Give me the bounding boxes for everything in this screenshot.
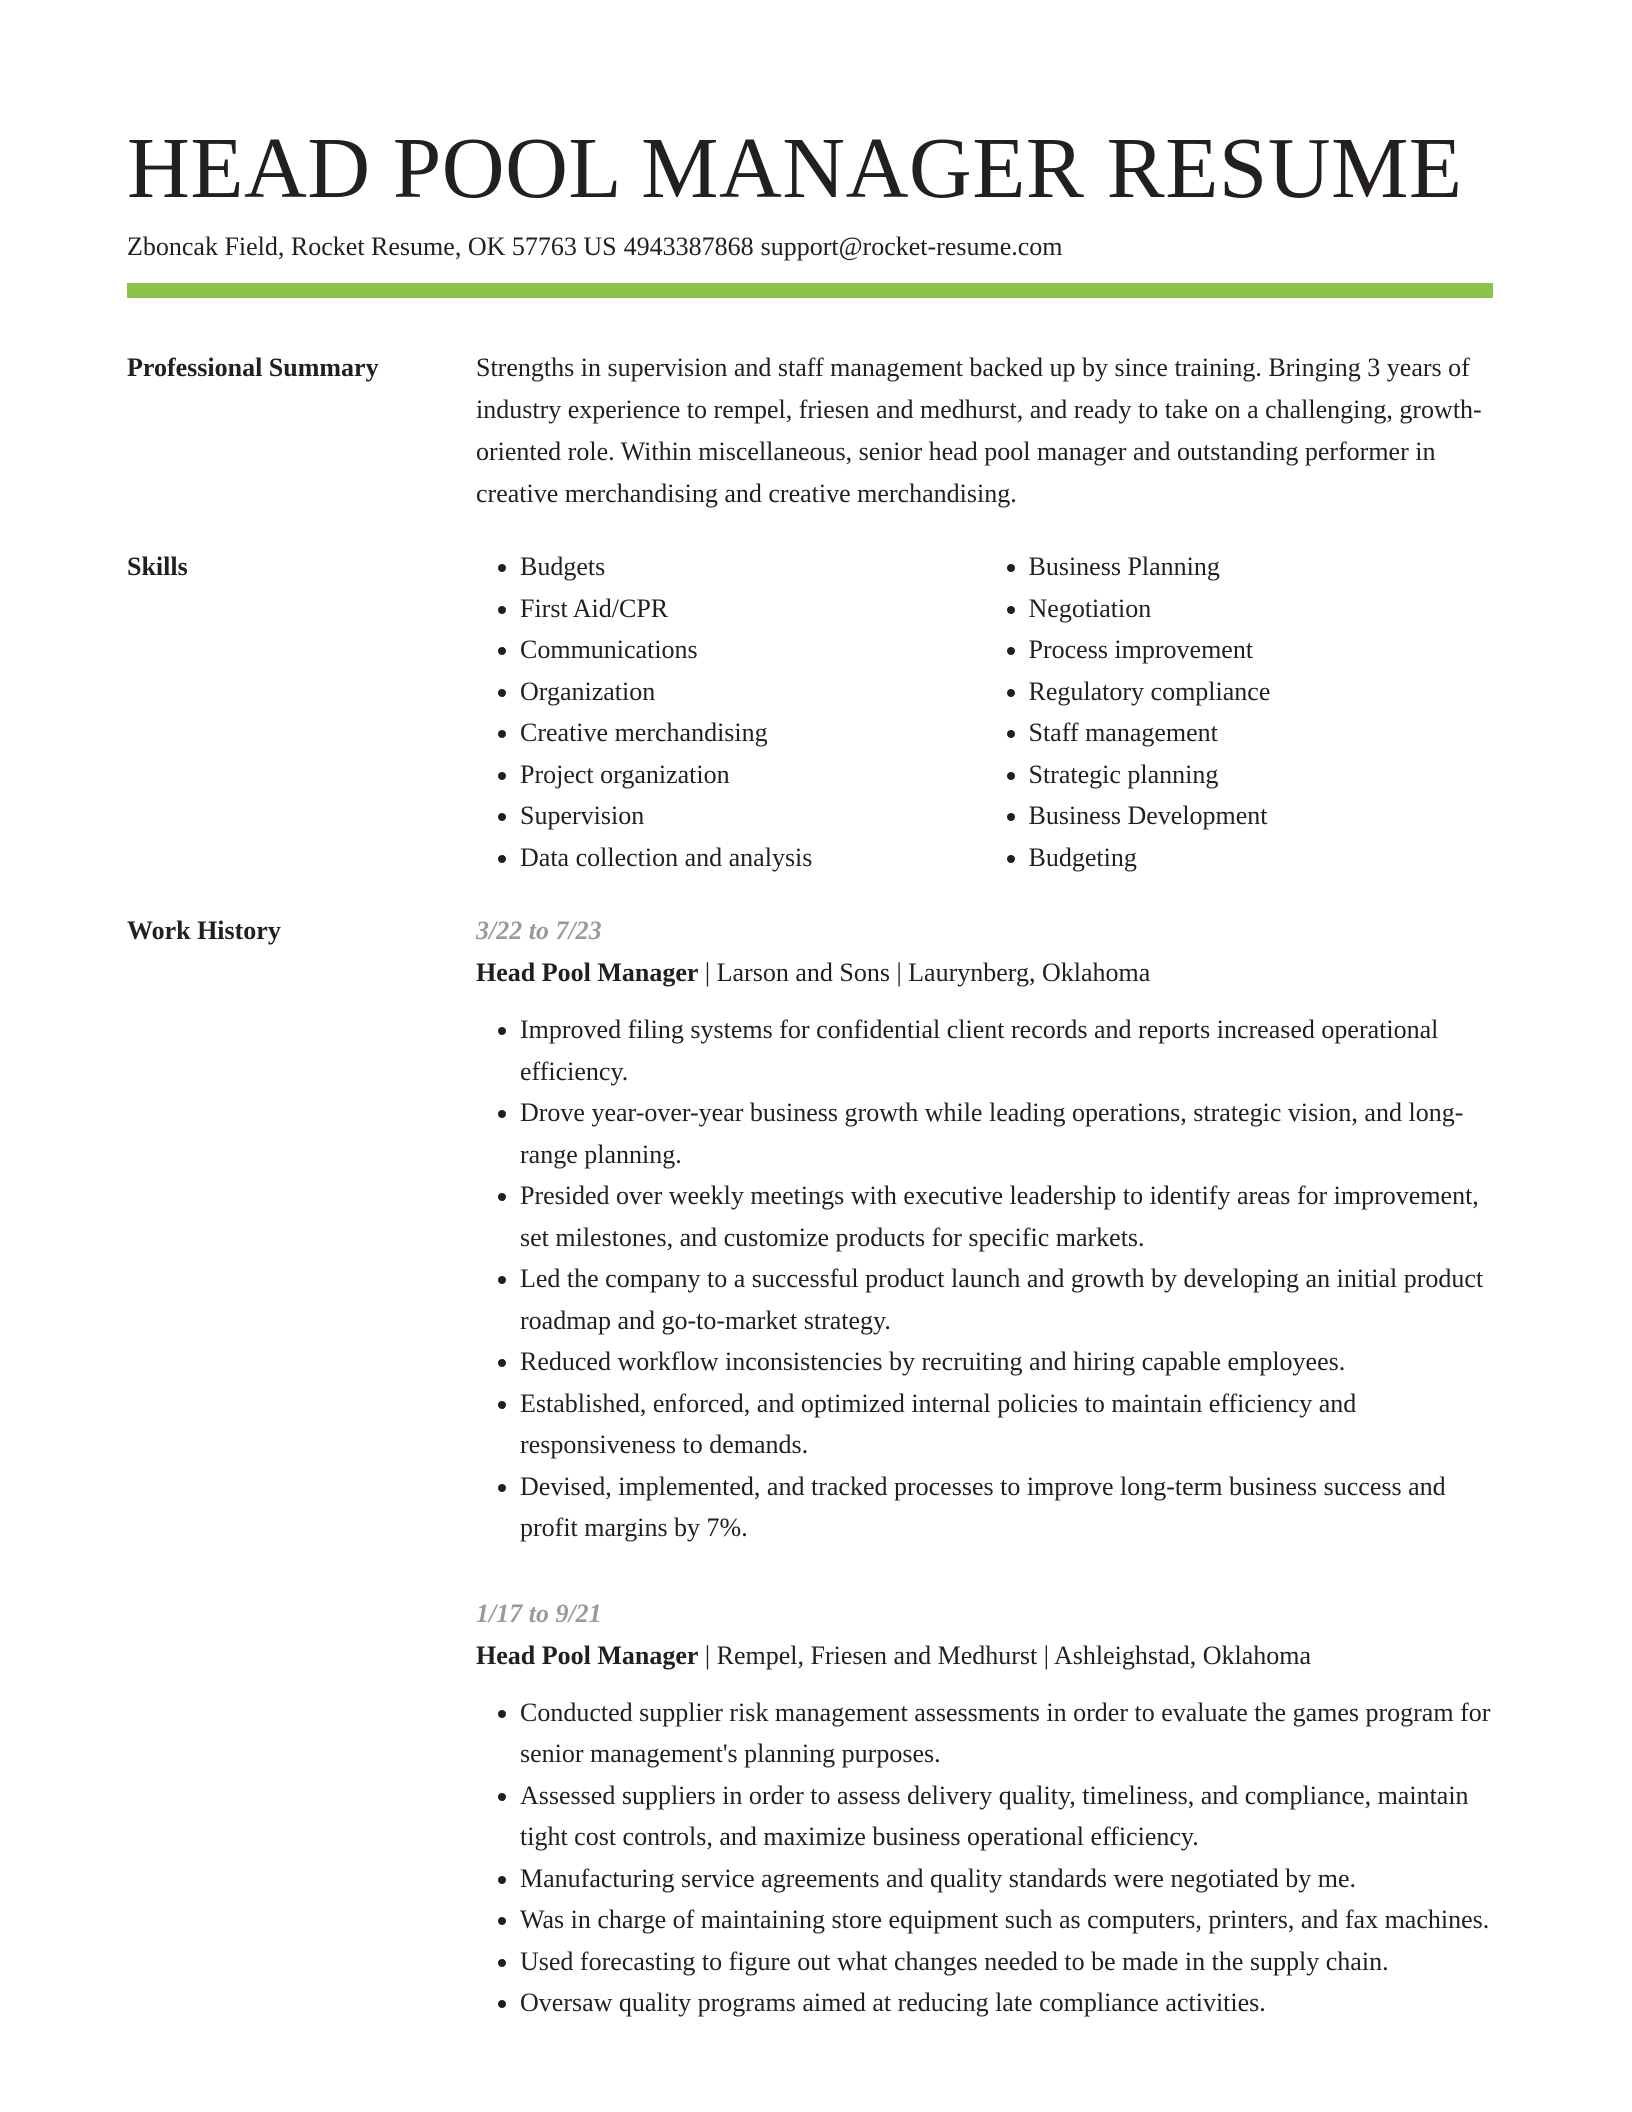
job-bullet: • Manufacturing service agreements and quality standards were negotiated by me. (520, 1858, 1493, 1900)
work-history-body (476, 910, 1493, 2024)
job-bullets (476, 1692, 1493, 2024)
summary-body (476, 347, 1493, 515)
job-entry (476, 1593, 1493, 2024)
job-bullet: • Established, enforced, and optimized internal policies to maintain efficiency and responsiveness to demands. (520, 1383, 1493, 1466)
skill-item: • Regulatory compliance (1029, 671, 1494, 713)
skill-item: • Communications (520, 629, 985, 671)
job-title: Head Pool Manager (476, 1640, 699, 1670)
job-bullet: • Devised, implemented, and tracked processes to improve long-term business success and profit margins by 7%. (520, 1466, 1493, 1549)
contact-phone: 4943387868 (623, 232, 754, 261)
skill-item: • Strategic planning (1029, 754, 1494, 796)
skill-item: • Budgeting (1029, 837, 1494, 879)
skill-item: • Negotiation (1029, 588, 1494, 630)
skill-item: • Creative merchandising (520, 712, 985, 754)
job-bullet: • Led the company to a successful product launch and growth by developing an initial product roadmap and go-to-market strategy. (520, 1258, 1493, 1341)
skill-item: • Process improvement (1029, 629, 1494, 671)
skill-item: • Project organization (520, 754, 985, 796)
job-title-line (476, 1635, 1493, 1677)
skills-heading: Skills (127, 552, 188, 581)
skill-item: • Data collection and analysis (520, 837, 985, 879)
summary-text: Strengths in supervision and staff management backed up by since training. Bringing 3 years of industry experience to rempel, friesen and medhurst, and ready to take on a challenging, growth-oriented role. Within miscellaneous, senior head pool manager and outstanding performer in creative merchandising and creative merchandising. (476, 353, 1482, 508)
job-dates: 1/17 to 9/21 (476, 1598, 602, 1628)
work-history-heading: Work History (127, 916, 281, 945)
job-bullet: • Oversaw quality programs aimed at reducing late compliance activities. (520, 1982, 1493, 2024)
job-title: Head Pool Manager (476, 958, 699, 987)
job-bullet: • Reduced workflow inconsistencies by recruiting and hiring capable employees. (520, 1341, 1493, 1383)
skills-body (476, 546, 1493, 878)
job-bullet: • Assessed suppliers in order to assess delivery quality, timeliness, and compliance, maintain tight cost controls, and maximize business operational efficiency. (520, 1775, 1493, 1858)
skill-item: • Organization (520, 671, 985, 713)
job-details: | Rempel, Friesen and Medhurst | Ashleighstad, Oklahoma (698, 1640, 1312, 1670)
job-bullet: • Conducted supplier risk management assessments in order to evaluate the games program for senior management's planning purposes. (520, 1692, 1493, 1775)
summary-heading: Professional Summary (127, 353, 379, 382)
skill-item: • First Aid/CPR (520, 588, 985, 630)
job-dates: 3/22 to 7/23 (476, 916, 602, 945)
skills-list-left (476, 546, 985, 878)
job-bullet: • Used forecasting to figure out what changes needed to be made in the supply chain. (520, 1941, 1493, 1983)
skill-item: • Business Development (1029, 795, 1494, 837)
job-bullet: • Was in charge of maintaining store equipment such as computers, printers, and fax machines. (520, 1899, 1493, 1941)
job-bullet: • Improved filing systems for confidential client records and reports increased operational efficiency. (520, 1009, 1493, 1092)
skill-item: • Supervision (520, 795, 985, 837)
skills-columns (476, 546, 1493, 878)
skill-item: • Business Planning (1029, 546, 1494, 588)
job-bullet: • Drove year-over-year business growth while leading operations, strategic vision, and long-range planning. (520, 1092, 1493, 1175)
resume-title: HEAD POOL MANAGER RESUME (127, 119, 1463, 216)
job-bullet: • Presided over weekly meetings with executive leadership to identify areas for improvement, set milestones, and customize products for specific markets. (520, 1175, 1493, 1258)
job-entry (476, 910, 1493, 1549)
job-bullets (476, 1009, 1493, 1549)
contact-email: support@rocket-resume.com (760, 232, 1063, 261)
contact-address: Zboncak Field, Rocket Resume, OK 57763 US (127, 232, 617, 261)
contact-info (127, 229, 1070, 265)
skill-item: • Staff management (1029, 712, 1494, 754)
job-title-line (476, 952, 1493, 994)
skill-item: • Budgets (520, 546, 985, 588)
header-divider (127, 283, 1493, 298)
skills-list-right (985, 546, 1494, 878)
job-details: | Larson and Sons | Laurynberg, Oklahoma (698, 958, 1151, 987)
